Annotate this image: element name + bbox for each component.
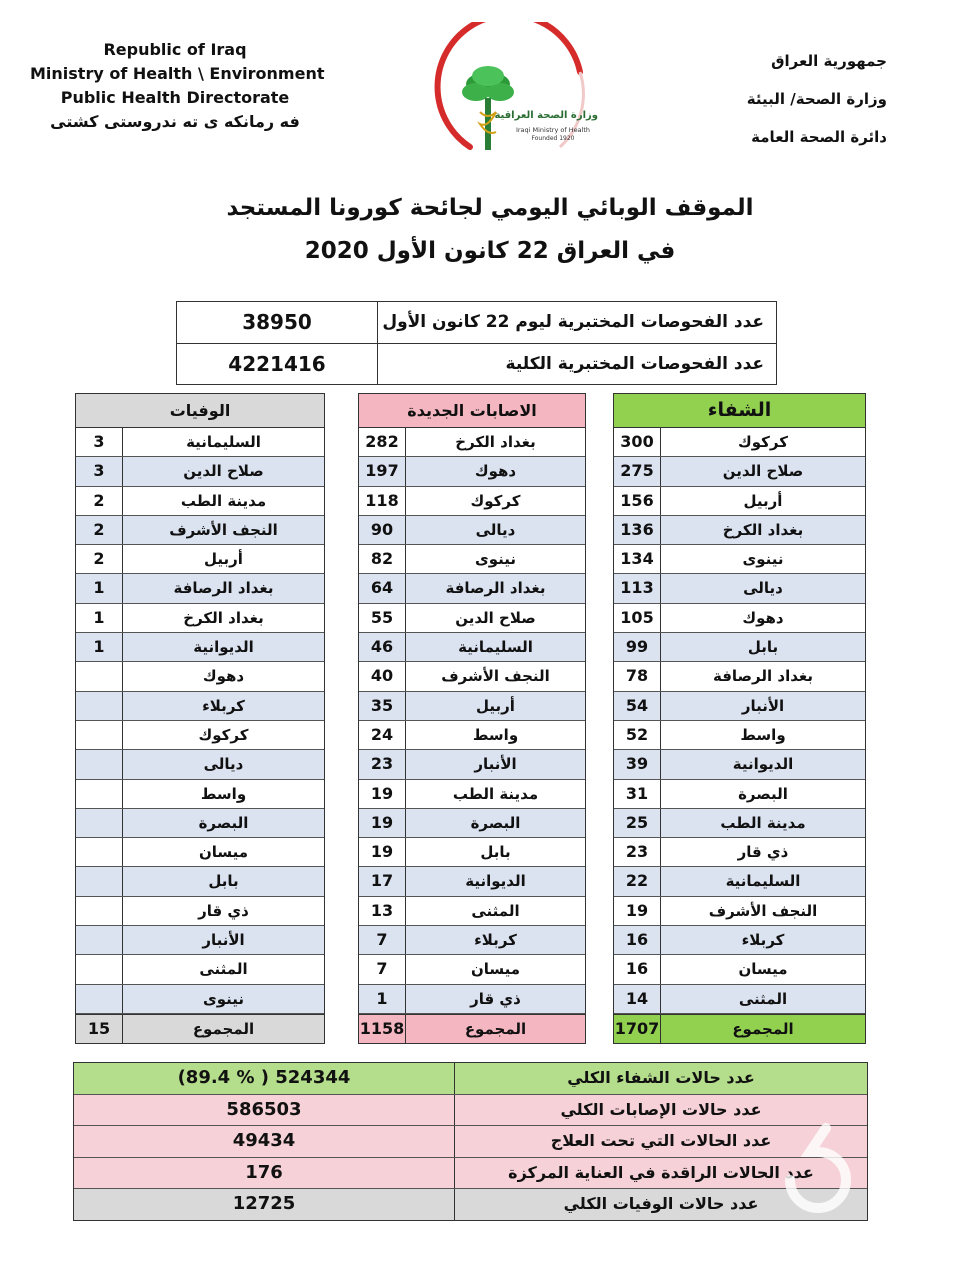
row-governorate: دهوك [742,608,784,627]
row-count: 23 [614,838,661,866]
row-count: 1 [359,985,406,1013]
table-row [76,750,324,779]
row-governorate: المثنى [199,960,248,979]
table-row [76,692,324,721]
row-count: 136 [614,516,661,544]
row-count: 23 [359,750,406,778]
row-governorate: بابل [208,872,239,891]
daily-tests-row [177,302,776,343]
row-count [76,750,123,778]
row-governorate: ديالى [475,520,516,539]
summary-label: عدد حالات الشفاء الكلي [567,1068,755,1087]
table-row [76,574,324,603]
row-count: 1 [76,604,123,632]
row-governorate: واسط [740,725,786,744]
row-governorate: بغداد الكرخ [183,608,264,627]
table-row [359,750,585,779]
row-governorate: بغداد الرصافة [173,579,274,598]
table-row [76,487,324,516]
row-governorate: الأنبار [474,755,517,774]
table-row [359,955,585,984]
row-count: 2 [76,545,123,573]
table-row [614,985,865,1014]
table-row [359,574,585,603]
table-row [614,867,865,896]
row-count: 39 [614,750,661,778]
row-count: 197 [359,457,406,485]
row-governorate: بغداد الكرخ [455,433,536,451]
row-governorate: صلاح الدين [455,608,536,627]
row-governorate: صلاح الدين [183,462,264,481]
table-row [76,516,324,545]
summary-label: عدد حالات الإصابات الكلي [560,1099,762,1119]
row-governorate: كركوك [738,433,788,451]
table-row [76,926,324,955]
row-governorate: واسط [472,725,519,744]
row-count: 2 [76,487,123,515]
row-count [76,955,123,983]
table-row [614,633,865,662]
row-governorate: ذي قار [737,843,789,862]
row-count: 19 [359,838,406,866]
row-governorate: ديالى [203,755,244,774]
row-governorate: بغداد الكرخ [722,520,804,539]
total-label: المجموع [464,1019,527,1038]
table-row [76,662,324,691]
summary-value: 49434 [74,1126,455,1157]
row-governorate: البصرة [470,813,521,832]
summary-row [74,1126,867,1158]
table-row [359,926,585,955]
tests-box [176,301,777,385]
table-row [359,985,585,1014]
row-count: 40 [359,662,406,690]
row-governorate: نينوى [474,550,517,569]
row-governorate: كربلاء [474,931,517,950]
total-value: 1158 [359,1015,406,1043]
table-row [614,574,865,603]
row-count [76,662,123,690]
row-governorate: ذي قار [198,901,249,920]
summary-label: عدد حالات الوفيات الكلي [563,1194,759,1214]
row-count: 17 [359,867,406,895]
row-count: 24 [359,721,406,749]
summary-value: 12725 [74,1189,455,1220]
row-count: 1 [76,574,123,602]
header-en-line-2: Ministry of Health \ Environment [30,64,325,83]
table-row [76,633,324,662]
row-governorate: أربيل [743,491,783,510]
table-row [614,897,865,926]
row-governorate: ذي قار [470,989,521,1008]
table-row [359,545,585,574]
row-count: 156 [614,487,661,515]
row-count: 99 [614,633,661,661]
table-row [614,487,865,516]
table-row [76,897,324,926]
row-count: 282 [359,428,406,456]
deaths-table-header: الوفيات [76,394,324,428]
row-governorate: أربيل [476,696,515,715]
row-count: 275 [614,457,661,485]
row-governorate: نينوى [202,989,245,1008]
total-row [76,1014,324,1043]
total-value: 1707 [614,1015,661,1043]
row-governorate: مدينة الطب [180,491,267,510]
row-governorate: الديوانية [465,872,526,891]
row-count: 19 [614,897,661,925]
row-count: 52 [614,721,661,749]
row-governorate: دهوك [474,462,517,481]
table-row [359,604,585,633]
row-count: 25 [614,809,661,837]
table-row [614,545,865,574]
row-count: 19 [359,780,406,808]
row-count [76,721,123,749]
row-governorate: كربلاء [202,696,245,715]
row-governorate: الديوانية [193,638,254,657]
table-row [76,867,324,896]
row-governorate: مدينة الطب [720,813,806,832]
row-governorate: واسط [200,784,247,803]
summary-row [74,1063,867,1095]
table-row [76,428,324,457]
table-row [76,457,324,486]
row-governorate: النجف الأشرف [169,520,278,539]
table-row [76,985,324,1014]
row-count: 134 [614,545,661,573]
row-count: 3 [76,457,123,485]
table-row [614,750,865,779]
row-governorate: كربلاء [741,931,785,950]
total-label: المجموع [732,1019,794,1038]
row-count [76,897,123,925]
table-row [359,457,585,486]
row-count: 64 [359,574,406,602]
table-row [614,516,865,545]
watermark-logo-icon [770,1110,860,1220]
row-count [76,692,123,720]
table-row [359,721,585,750]
summary-value: 176 [74,1158,455,1189]
new-cases-table [358,393,586,1044]
summary-table [73,1062,868,1221]
logo-en-name: Iraqi Ministry of Health [515,126,591,134]
row-count: 14 [614,985,661,1013]
ministry-logo [430,22,610,172]
logo-ar-name: وزارة الصحة العراقية [494,110,598,121]
row-governorate: السليمانية [458,638,533,657]
table-row [76,838,324,867]
summary-value: 586503 [74,1095,455,1126]
row-governorate: نينوى [742,550,784,569]
table-row [359,633,585,662]
row-count: 78 [614,662,661,690]
row-count: 300 [614,428,661,456]
row-governorate: مدينة الطب [452,784,539,803]
row-count: 22 [614,867,661,895]
total-tests-value: 4221416 [177,344,378,385]
row-count: 16 [614,926,661,954]
row-governorate: البصرة [198,813,249,832]
row-count: 1 [76,633,123,661]
row-governorate: دهوك [202,667,245,686]
row-count: 16 [614,955,661,983]
table-row [614,692,865,721]
row-count [76,926,123,954]
total-tests-row [177,343,776,385]
recoveries-table [613,393,866,1044]
logo-founded: Founded 1920 [531,135,575,142]
row-count: 7 [359,955,406,983]
row-governorate: البصرة [738,784,788,803]
row-governorate: النجف الأشرف [708,901,818,920]
summary-label: عدد الحالات الراقدة في العناية المركزة [508,1162,814,1182]
row-count [76,780,123,808]
row-count: 113 [614,574,661,602]
row-governorate: بغداد الرصافة [713,667,813,686]
row-governorate: ميسان [470,960,521,979]
header-en-line-1: Republic of Iraq [103,40,247,59]
table-row [359,662,585,691]
table-row [76,955,324,984]
row-count: 31 [614,780,661,808]
total-row [359,1014,585,1043]
row-count: 46 [359,633,406,661]
table-row [76,809,324,838]
table-row [76,721,324,750]
table-row [614,809,865,838]
row-count [76,985,123,1013]
row-governorate: صلاح الدين [722,462,804,481]
new-cases-table-header: الاصابات الجديدة [359,394,585,428]
row-governorate: الديوانية [732,755,794,774]
deaths-table [75,393,325,1044]
row-count: 105 [614,604,661,632]
table-row [359,692,585,721]
row-count: 118 [359,487,406,515]
table-row [614,955,865,984]
header-kurdish-line: فه رمانكه ى ته ندروستى كشتى [50,112,300,131]
row-count: 19 [359,809,406,837]
table-row [76,780,324,809]
table-row [359,867,585,896]
header-ar-line-1: جمهورية العراق [771,52,887,70]
table-row [359,809,585,838]
table-row [359,428,585,457]
table-row [614,604,865,633]
total-value: 15 [76,1015,123,1043]
report-title: الموقف الوبائي اليومي لجائحة كورونا المستجد [226,195,754,221]
row-governorate: المثنى [471,901,520,920]
row-count: 55 [359,604,406,632]
row-governorate: ميسان [738,960,788,979]
row-count [76,838,123,866]
row-governorate: كركوك [470,491,521,510]
table-row [614,662,865,691]
header-english-block [30,38,325,134]
row-governorate: بغداد الرصافة [445,579,546,598]
row-governorate: الأنبار [202,931,245,950]
total-tests-label: عدد الفحوصات المختبرية الكلية [505,354,764,374]
report-date-title: في العراق 22 كانون الأول 2020 [304,238,676,264]
table-row [359,780,585,809]
table-row [359,838,585,867]
row-count: 35 [359,692,406,720]
header-ar-line-2: وزارة الصحة/ البيئة [746,90,887,108]
row-governorate: السليمانية [186,433,261,451]
summary-row [74,1189,867,1220]
row-count: 82 [359,545,406,573]
daily-tests-label: عدد الفحوصات المختبرية ليوم 22 كانون الأول [382,312,764,332]
row-count [76,867,123,895]
row-governorate: الأنبار [741,696,785,715]
row-governorate: بابل [480,843,511,862]
row-governorate: النجف الأشرف [441,667,550,686]
ministry-emblem-icon [430,22,610,172]
recoveries-table-header: الشفاء [614,394,865,428]
table-row [614,926,865,955]
row-governorate: ميسان [198,843,249,862]
summary-value: (89.4 % ) 524344 [74,1063,455,1094]
row-count [76,809,123,837]
daily-tests-value: 38950 [177,302,378,343]
row-governorate: المثنى [738,989,788,1008]
row-governorate: كركوك [198,725,249,744]
row-count: 7 [359,926,406,954]
table-row [359,516,585,545]
summary-row [74,1158,867,1190]
row-count: 90 [359,516,406,544]
header-en-line-3: Public Health Directorate [60,88,290,107]
table-row [614,780,865,809]
table-row [76,545,324,574]
table-row [614,428,865,457]
row-governorate: بابل [747,638,779,657]
table-row [614,457,865,486]
header-arabic-block [667,42,887,156]
row-governorate: أربيل [204,550,243,569]
table-row [614,721,865,750]
table-row [359,487,585,516]
row-count: 13 [359,897,406,925]
summary-label: عدد الحالات التي تحت العلاج [550,1131,772,1151]
total-row [614,1014,865,1043]
table-row [614,838,865,867]
table-row [76,604,324,633]
row-count: 2 [76,516,123,544]
row-count: 3 [76,428,123,456]
header-ar-line-3: دائرة الصحة العامة [751,128,887,146]
summary-row [74,1095,867,1127]
row-governorate: ديالى [743,579,783,598]
table-row [359,897,585,926]
total-label: المجموع [192,1019,255,1038]
row-governorate: السليمانية [725,872,801,891]
row-count: 54 [614,692,661,720]
